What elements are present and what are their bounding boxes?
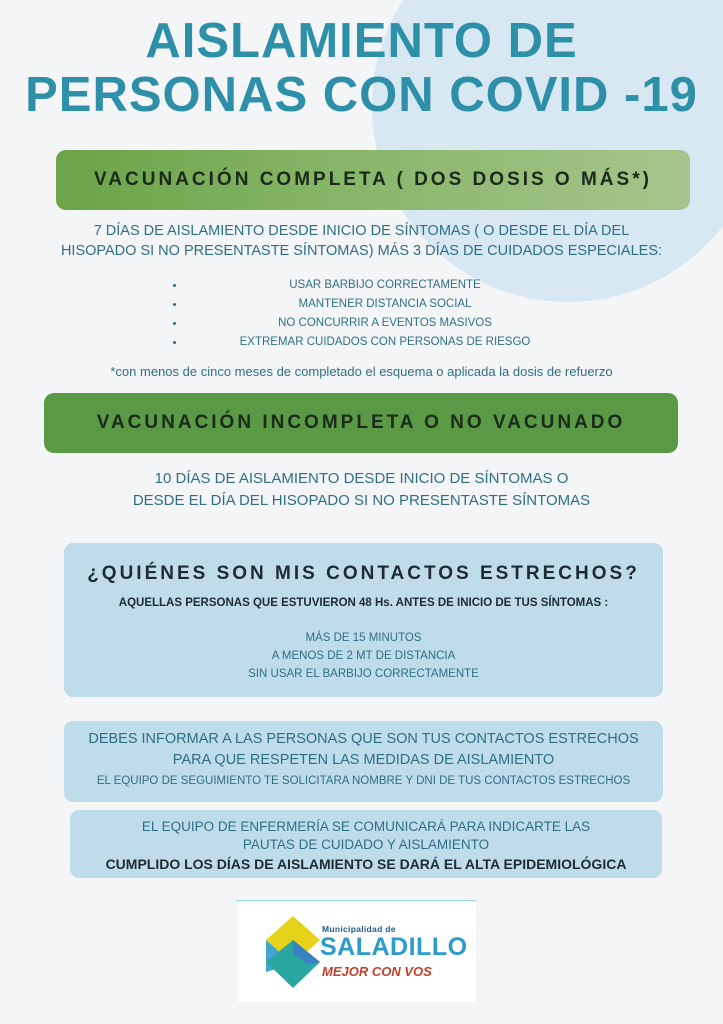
list-item: MÁS DE 15 MINUTOS bbox=[305, 632, 422, 644]
inform-line1: DEBES INFORMAR A LAS PERSONAS QUE SON TUS CONTACTOS ESTRECHOS bbox=[88, 731, 639, 747]
nursing-line1: EL EQUIPO DE ENFERMERÍA SE COMUNICARÁ PARA INDICARTE LAS bbox=[141, 819, 591, 834]
logo-municipality-text: Municipalidad de bbox=[322, 924, 396, 934]
incomplete-text-line1: 10 DÍAS DE AISLAMIENTO DESDE INICIO DE SÍNTOMAS O bbox=[154, 470, 569, 487]
inform-contacts-box bbox=[64, 721, 663, 802]
inform-line3: EL EQUIPO DE SEGUIMIENTO TE SOLICITARA NOMBRE Y DNI DE TUS CONTACTOS ESTRECHOS bbox=[96, 775, 631, 787]
complete-vaccination-banner bbox=[56, 150, 690, 210]
incomplete-text-line2: DESDE EL DÍA DEL HISOPADO SI NO PRESENTASTE SÍNTOMAS bbox=[132, 492, 591, 509]
bullet-icon bbox=[173, 303, 176, 306]
bullet-icon bbox=[173, 284, 176, 287]
close-contacts-question: ¿QUIÉNES SON MIS CONTACTOS ESTRECHOS? bbox=[87, 563, 640, 584]
close-contacts-subtitle: AQUELLAS PERSONAS QUE ESTUVIERON 48 Hs. ANTES DE INICIO DE TUS SÍNTOMAS : bbox=[118, 597, 609, 609]
inform-line2: PARA QUE RESPETEN LAS MEDIDAS DE AISLAMIENTO bbox=[172, 752, 555, 768]
complete-isolation-text bbox=[0, 221, 723, 261]
saladillo-logo-mark-icon bbox=[264, 914, 322, 990]
nursing-line2: PAUTAS DE CUIDADO Y AISLAMIENTO bbox=[242, 837, 490, 852]
list-item: NO CONCURRIR A EVENTOS MASIVOS bbox=[165, 314, 565, 333]
list-item: SIN USAR EL BARBIJO CORRECTAMENTE bbox=[248, 668, 479, 680]
municipality-logo bbox=[238, 902, 476, 1002]
complete-text-line2: HISOPADO SI NO PRESENTASTE SÍNTOMAS) MÁS 3 DÍAS DE CUIDADOS ESPECIALES: bbox=[60, 243, 663, 259]
logo-slogan: MEJOR CON VOS bbox=[322, 964, 432, 979]
close-contacts-criteria bbox=[64, 629, 663, 683]
list-item: EXTREMAR CUIDADOS CON PERSONAS DE RIESGO bbox=[165, 333, 565, 352]
page-title-line2: PERSONAS CON COVID -19 bbox=[25, 68, 698, 122]
bullet-icon bbox=[173, 341, 176, 344]
vaccination-footnote: *con menos de cinco meses de completado el esquema o aplicada la dosis de refuerzo bbox=[110, 364, 613, 379]
nursing-team-box bbox=[70, 810, 662, 878]
complete-vaccination-heading: VACUNACIÓN COMPLETA ( DOS DOSIS O MÁS*) bbox=[94, 169, 652, 190]
bullet-icon bbox=[173, 322, 176, 325]
list-item: A MENOS DE 2 MT DE DISTANCIA bbox=[271, 650, 456, 662]
close-contacts-box bbox=[64, 543, 663, 697]
page-title-line1: AISLAMIENTO DE bbox=[145, 14, 578, 68]
incomplete-vaccination-banner bbox=[44, 393, 678, 453]
list-item: MANTENER DISTANCIA SOCIAL bbox=[165, 295, 565, 314]
logo-city-name: SALADILLO bbox=[320, 933, 468, 961]
list-item: USAR BARBIJO CORRECTAMENTE bbox=[165, 276, 565, 295]
divider bbox=[236, 900, 476, 901]
special-care-list bbox=[165, 276, 565, 352]
incomplete-vaccination-heading: VACUNACIÓN INCOMPLETA O NO VACUNADO bbox=[96, 412, 626, 433]
complete-text-line1: 7 DÍAS DE AISLAMIENTO DESDE INICIO DE SÍNTOMAS ( O DESDE EL DÍA DEL bbox=[93, 223, 630, 239]
incomplete-isolation-text bbox=[0, 468, 723, 512]
nursing-line3: CUMPLIDO LOS DÍAS DE AISLAMIENTO SE DARÁ EL ALTA EPIDEMIOLÓGICA bbox=[105, 856, 627, 872]
